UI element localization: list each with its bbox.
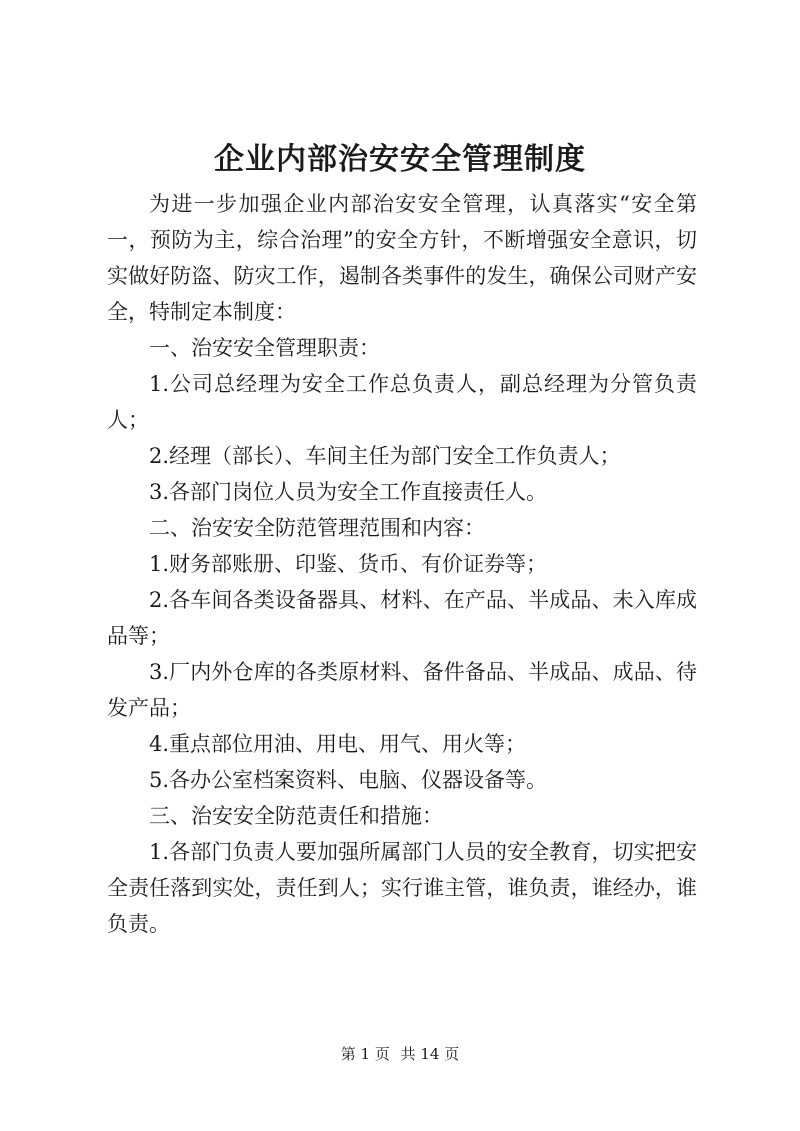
- list-item: 1.公司总经理为安全工作总负责人，副总经理为分管负责人；: [107, 372, 697, 432]
- page-number: 第 1 页: [340, 1045, 390, 1063]
- section-heading-1: 一、治安安全管理职责：: [149, 336, 380, 360]
- list-item: 3.厂内外仓库的各类原材料、备件备品、半成品、成品、待发产品；: [107, 660, 697, 720]
- list-item: 1.各部门负责人要加强所属部门人员的安全教育，切实把安全责任落到实处，责任到人；实行谁主管，谁负责，谁经办，谁负责。: [107, 840, 697, 936]
- list-item: 3.各部门岗位人员为安全工作直接责任人。: [149, 480, 548, 504]
- section-heading-3: 三、治安安全防范责任和措施：: [149, 804, 443, 828]
- list-item: 4.重点部位用油、用电、用气、用火等；: [149, 732, 527, 756]
- document-body: [107, 186, 697, 942]
- list-item: 1.财务部账册、印鉴、货币、有价证券等；: [149, 552, 548, 576]
- section-heading-2: 二、治安安全防范管理范围和内容：: [149, 516, 485, 540]
- list-item: 5.各办公室档案资料、电脑、仪器设备等。: [149, 768, 548, 792]
- list-item: 2.各车间各类设备器具、材料、在产品、半成品、未入库成品等；: [107, 588, 697, 648]
- page-footer: [0, 1044, 800, 1064]
- page-title: 企业内部治安安全管理制度: [214, 142, 586, 177]
- intro-paragraph: 为进一步加强企业内部治安安全管理，认真落实“安全第一，预防为主，综合治理”的安全方针，不断增强安全意识，切实做好防盗、防灾工作，遏制各类事件的发生，确保公司财产安全，特制定本制度：: [107, 192, 697, 324]
- page-total: 共 14 页: [400, 1045, 460, 1063]
- list-item: 2.经理（部长）、车间主任为部门安全工作负责人；: [149, 444, 621, 468]
